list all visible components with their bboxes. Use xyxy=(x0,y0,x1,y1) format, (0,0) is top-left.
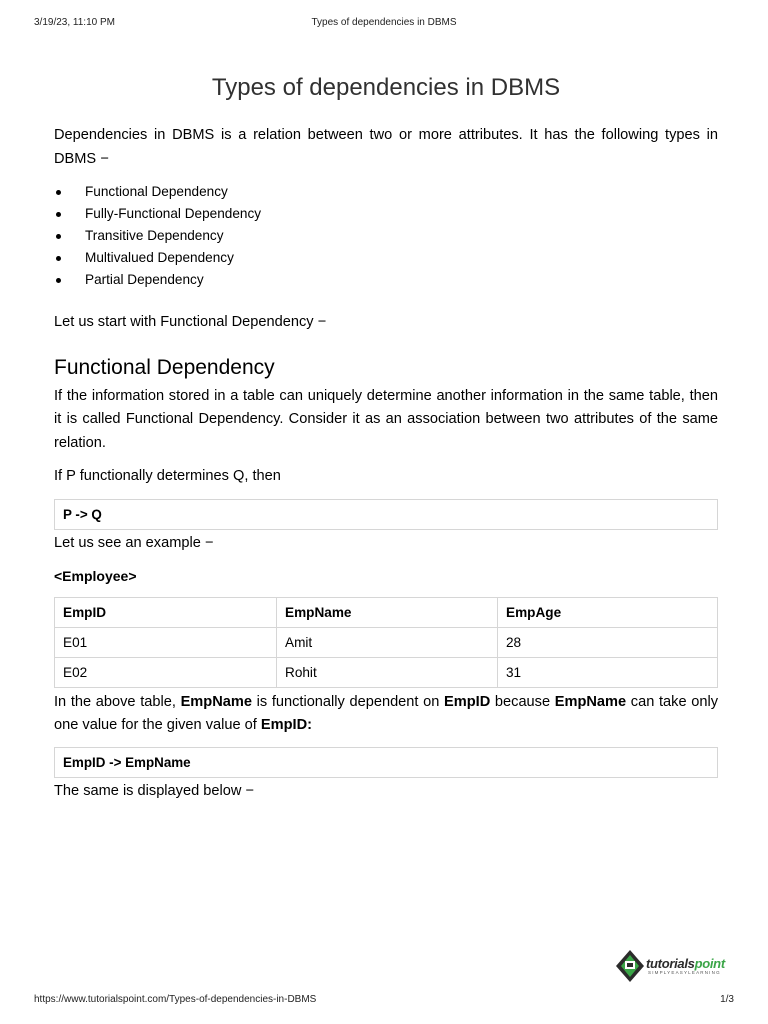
list-item: Partial Dependency xyxy=(54,269,718,291)
explanation-text: can take only one value for the given value of xyxy=(54,693,718,733)
print-datetime: 3/19/23, 11:10 PM xyxy=(34,17,115,28)
employee-table xyxy=(54,597,718,688)
print-header xyxy=(34,17,734,31)
table-caption: <Employee> xyxy=(54,568,137,584)
section-paragraph: If the information stored in a table can uniquely determine another information in the same table, then it is called Functional Dependency. Consider it as an association between two attributes of the same relation. xyxy=(54,387,718,451)
table-cell: E01 xyxy=(55,627,277,657)
explanation-text: In the above table, xyxy=(54,693,181,710)
table-header-row xyxy=(55,597,718,627)
page-title: Types of dependencies in DBMS xyxy=(211,74,561,101)
explanation-text: because xyxy=(490,693,555,710)
explanation-bold: EmpName xyxy=(554,693,627,710)
explanation-text: is functionally dependent on xyxy=(251,693,445,710)
code-block-p-q: P -> Q xyxy=(54,499,718,530)
logo-word-tutorials: tutorials xyxy=(646,956,695,971)
code-block-empid-empname: EmpID -> EmpName xyxy=(54,747,718,778)
lead-in-text: Let us start with Functional Dependency − xyxy=(54,314,327,330)
table-cell: 31 xyxy=(498,657,718,687)
if-line-text: If P functionally determines Q, then xyxy=(54,468,281,484)
table-cell: Amit xyxy=(277,627,498,657)
list-item: Fully-Functional Dependency xyxy=(54,203,718,225)
example-intro-text: Let us see an example − xyxy=(54,534,214,551)
table-row xyxy=(55,627,718,657)
column-header-empid: EmpID xyxy=(55,597,277,627)
column-header-empname: EmpName xyxy=(277,597,498,627)
tutorialspoint-logo xyxy=(614,946,738,986)
tutorialspoint-logo-icon xyxy=(614,946,646,986)
table-cell: E02 xyxy=(55,657,277,687)
print-doc-title: Types of dependencies in DBMS xyxy=(311,17,457,28)
explanation-bold: EmpID xyxy=(444,693,491,710)
explanation-bold: EmpID: xyxy=(260,717,312,733)
explanation-paragraph xyxy=(54,691,718,738)
table-cell: Rohit xyxy=(277,657,498,687)
column-header-empage: EmpAge xyxy=(498,597,718,627)
table-cell: 28 xyxy=(498,627,718,657)
list-item: Functional Dependency xyxy=(54,181,718,203)
section-heading: Functional Dependency xyxy=(54,355,275,379)
dependency-types-list xyxy=(54,181,718,291)
intro-paragraph: Dependencies in DBMS is a relation between two or more attributes. It has the following types in DBMS − xyxy=(54,127,718,167)
closing-text: The same is displayed below − xyxy=(54,782,254,799)
page-number: 1/3 xyxy=(720,994,734,1005)
list-item: Multivalued Dependency xyxy=(54,247,718,269)
article-content xyxy=(54,70,718,803)
logo-word-point: point xyxy=(694,956,725,971)
logo-wordmark xyxy=(646,956,725,971)
logo-tagline: SIMPLYEASYLEARNING xyxy=(648,970,721,975)
list-item: Transitive Dependency xyxy=(54,225,718,247)
explanation-bold: EmpName xyxy=(180,693,252,710)
print-url: https://www.tutorialspoint.com/Types-of-dependencies-in-DBMS xyxy=(34,994,317,1005)
print-footer xyxy=(34,994,734,1008)
table-row xyxy=(55,657,718,687)
